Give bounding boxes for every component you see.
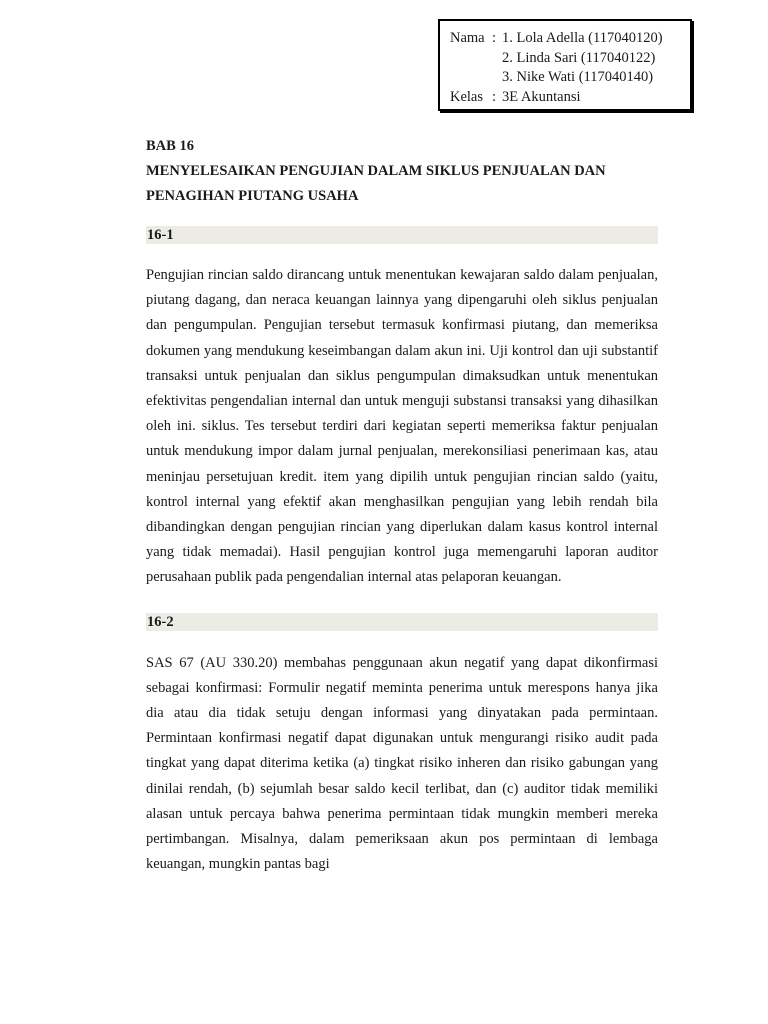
- nama-label: Nama: [450, 30, 485, 46]
- kelas-label: Kelas: [450, 88, 484, 105]
- name-row-3: [450, 68, 690, 88]
- section-paragraph-16-1: Pengujian rincian saldo dirancang untuk menentukan kewajaran saldo dalam penjualan, piutang dagang, dan neraca keuangan lainnya yang dipengaruhi oleh siklus penjualan dan pengumpulan. Pengujian tersebut termasuk konfirmasi piutang, dan memeriksa dokumen yang mendukung keseimbangan dalam akun ini. Uji kontrol dan uji substantif transaksi untuk penjualan dan siklus pengumpulan dimaksudkan untuk menentukan efektivitas pengendalian internal dan untuk menguji substansi transaksi yang dihasilkan oleh ini. siklus. Tes tersebut terdiri dari kegiatan seperti memeriksa faktur penjualan untuk mendukung impor dalam jurnal penjualan, merekonsiliasi penerimaan kas, atau meninjau persetujuan kredit. item yang dipilih untuk pengujian rincian saldo (yaitu, kontrol internal yang efektif akan menghasilkan pengujian yang lebih rendah bila dibandingkan dengan pengujian rincian yang diperlukan dalam kasus kontrol internal yang tidak memadai). Hasil pengujian kontrol juga memengaruhi laporan auditor perusahaan publik pada pengendalian internal atas pelaporan keuangan.: [146, 267, 658, 586]
- chapter-label: BAB 16: [146, 138, 194, 154]
- section-paragraph-16-2: SAS 67 (AU 330.20) membahas penggunaan akun negatif yang dapat dikonfirmasi sebagai konfirmasi: Formulir negatif meminta penerima untuk merespons hanya jika dia atau dia tidak setuju dengan informasi yang dinyatakan pada permintaan. Permintaan konfirmasi negatif dapat digunakan untuk mengurangi risiko audit pada tingkat yang dapat diterima ketika (a) tingkat risiko inheren dan risiko gabungan yang dinilai rendah, (b) sejumlah besar saldo kecil terlibat, dan (c) auditor tidak memiliki alasan untuk percaya bahwa penerima permintaan tidak mungkin memberi mereka pertimbangan. Misalnya, dalam pemeriksaan akun pos permintaan di lembaga keuangan, mungkin pantas bagi: [146, 654, 658, 873]
- name-row-1: [450, 29, 690, 49]
- separator: :: [492, 88, 497, 105]
- section-heading-16-2: 16-2: [146, 613, 658, 631]
- student-info-box: [438, 19, 692, 111]
- chapter-title-line-1: MENYELESAIKAN PENGUJIAN DALAM SIKLUS PENJUALAN DAN: [146, 163, 606, 179]
- member-2: 2. Linda Sari (117040122): [502, 49, 656, 66]
- kelas-value: 3E Akuntansi: [502, 88, 581, 105]
- chapter-title-line-2: PENAGIHAN PIUTANG USAHA: [146, 188, 359, 204]
- section-heading-16-1: 16-1: [146, 226, 658, 244]
- kelas-row: [450, 88, 690, 108]
- document-body: [146, 134, 658, 877]
- separator: :: [492, 30, 497, 46]
- member-3: 3. Nike Wati (117040140): [502, 69, 654, 85]
- member-1: 1. Lola Adella (117040120): [502, 30, 663, 46]
- name-row-2: [450, 49, 690, 69]
